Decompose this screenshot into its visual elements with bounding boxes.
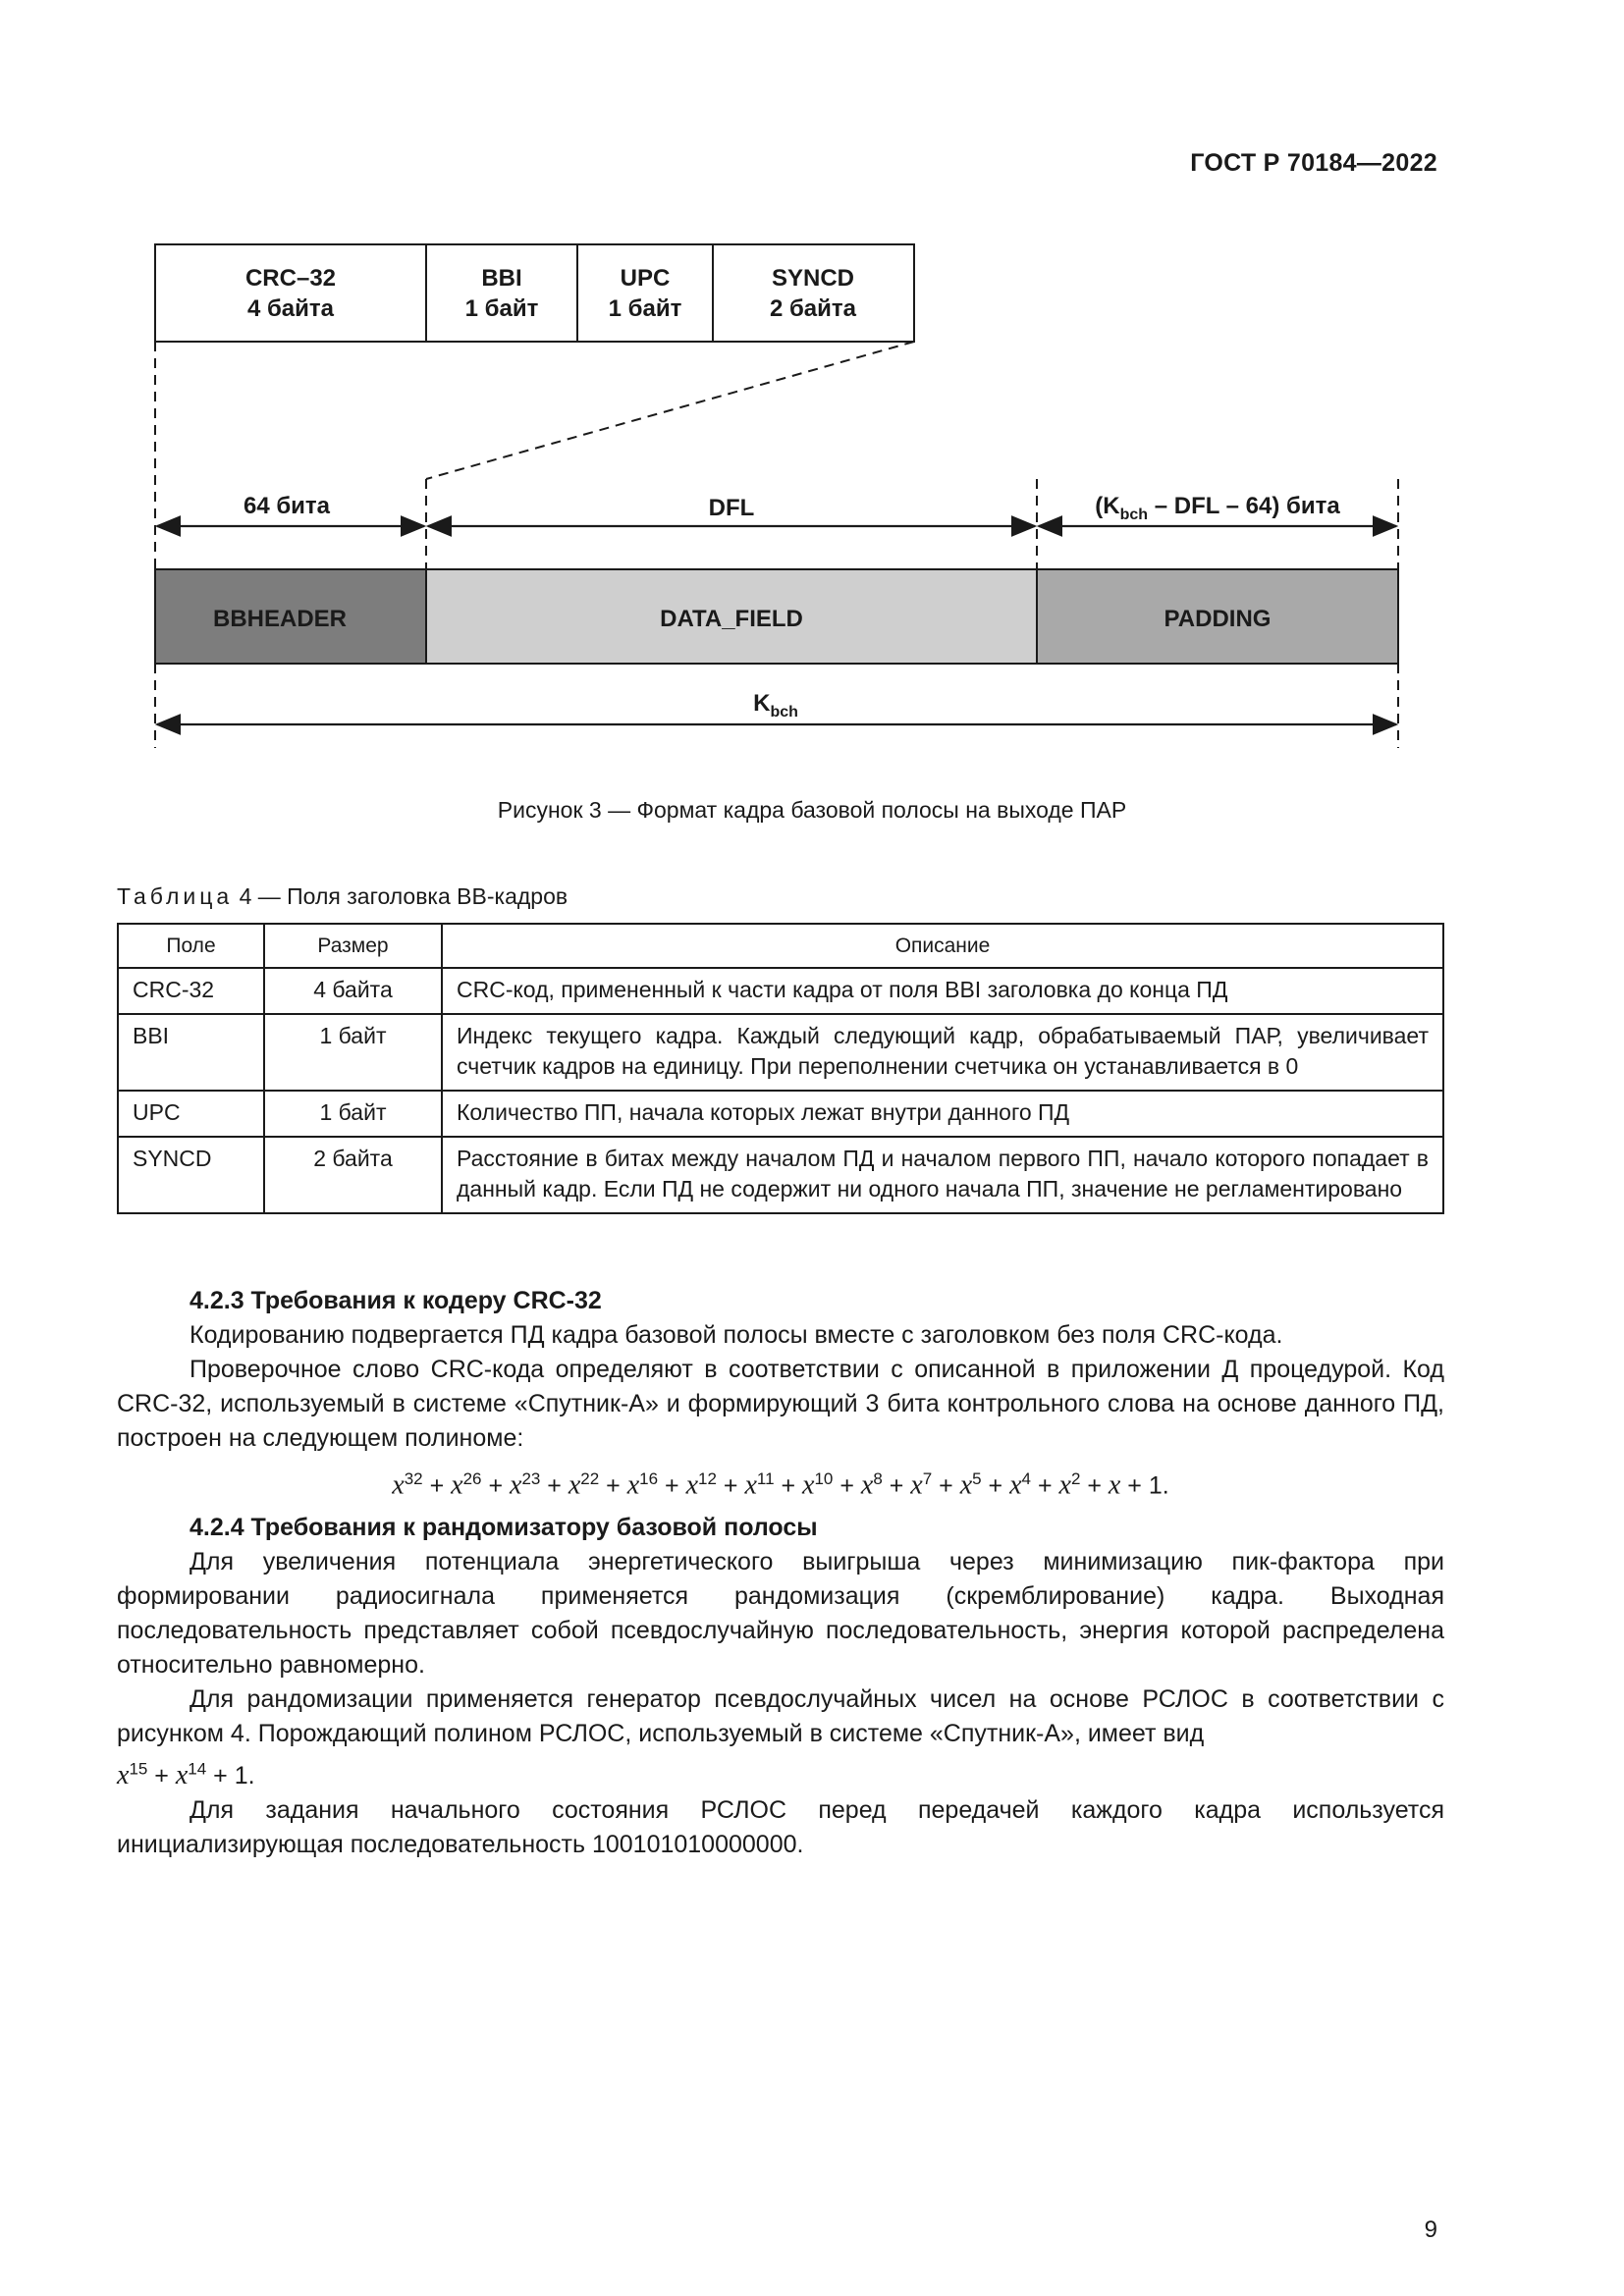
- header-fields-boxes: [155, 244, 914, 342]
- paragraph: Проверочное слово CRC-кода определяют в соответствии с описанной в приложении Д процедурой. Код CRC-32, используемый в системе «Спутник-А» и формирующий 3 бита контрольного слова на основе данного ПД, построен на следующем полиноме:: [117, 1356, 1444, 1452]
- table-header-row: [118, 924, 1443, 968]
- paragraph: Для рандомизации применяется генератор псевдослучайных чисел на основе РСЛОС в соответствии с рисунком 4. Порождающий полином РСЛОС, используемый в системе «Спутник-А», имеет вид $x^{15} + x^{14} + 1$.: [117, 1685, 1444, 1790]
- figure-caption: Рисунок 3 — Формат кадра базовой полосы на выходе ПАР: [497, 797, 1127, 823]
- description-cell: Индекс текущего кадра. Каждый следующий кадр, обрабатываемый ПАР, увеличивает счетчик кадров на единицу. При переполнении счетчика он устанавливается в 0: [442, 1014, 1443, 1091]
- table-row: [118, 1014, 1443, 1091]
- table-row: [118, 1091, 1443, 1137]
- description-cell: CRC-код, примененный к части кадра от поля BBI заголовка до конца ПД: [442, 968, 1443, 1014]
- size-cell: 4 байта: [264, 968, 442, 1014]
- field-cell: BBI: [118, 1014, 264, 1091]
- section-heading-4-2-4: 4.2.4 Требования к рандомизатору базовой полосы: [189, 1514, 818, 1542]
- field-cell: UPC: [118, 1091, 264, 1137]
- size-cell: 2 байта: [264, 1137, 442, 1213]
- crc32-polynomial: $x^{32} + x^{26} + x^{23} + x^{22} + x^{16} + x^{12} + x^{11} + x^{10} + x^8 + x^7 + x^5 + x^4 + x^2 + x + 1$.: [392, 1469, 1169, 1501]
- crc32-box: [155, 244, 426, 342]
- size-cell: 1 байт: [264, 1014, 442, 1091]
- column-header-field: Поле: [118, 924, 264, 968]
- document-standard-number: ГОСТ Р 70184—2022: [1190, 149, 1437, 177]
- header-length-label: 64 бита: [243, 493, 331, 519]
- upc-size: 1 байт: [608, 295, 682, 322]
- total-length-label: $K_{bch}$: [753, 690, 798, 721]
- padding-length-label: ($K_{bch}$ – DFL – 64) бита: [1095, 493, 1340, 523]
- paragraph: Для задания начального состояния РСЛОС перед передачей каждого кадра используется инициализирующая последовательность 100101010000000.: [117, 1795, 1444, 1858]
- field-cell: CRC-32: [118, 968, 264, 1014]
- syncd-size: 2 байта: [769, 295, 857, 322]
- bbi-size: 1 байт: [464, 295, 539, 322]
- crc32-name: CRC–32: [244, 265, 337, 292]
- field-cell: SYNCD: [118, 1137, 264, 1213]
- table-label: Таблица: [117, 883, 234, 909]
- page-number: 9: [1424, 2216, 1437, 2243]
- syncd-name: SYNCD: [771, 265, 855, 292]
- baseband-frame-diagram: [0, 0, 1624, 785]
- bbi-box: [426, 244, 577, 342]
- data-field-label: DATA_FIELD: [660, 606, 803, 632]
- syncd-box: [713, 244, 914, 342]
- column-header-size: Размер: [264, 924, 442, 968]
- table-row: [118, 968, 1443, 1014]
- bb-header-fields-table: [117, 923, 1444, 1214]
- upc-name: UPC: [620, 265, 671, 292]
- size-cell: 1 байт: [264, 1091, 442, 1137]
- description-cell: Количество ПП, начала которых лежат внутри данного ПД: [442, 1091, 1443, 1137]
- table-title: [117, 883, 568, 910]
- description-cell: Расстояние в битах между началом ПД и началом первого ПП, начало которого попадает в данный кадр. Если ПД не содержит ни одного начала ПП, значение не регламентировано: [442, 1137, 1443, 1213]
- bbheader-label: BBHEADER: [212, 606, 348, 632]
- upc-box: [577, 244, 713, 342]
- crc32-size: 4 байта: [246, 295, 335, 322]
- projection-lines: [155, 342, 1398, 748]
- table-title-text: 4 — Поля заголовка ВВ-кадров: [233, 883, 568, 909]
- column-header-description: Описание: [442, 924, 1443, 968]
- section-heading-4-2-3: 4.2.3 Требования к кодеру CRC-32: [189, 1287, 602, 1314]
- body-text: [117, 1284, 1444, 1862]
- padding-label: PADDING: [1164, 606, 1272, 632]
- paragraph: Кодированию подвергается ПД кадра базовой полосы вместе с заголовком без поля CRC-кода.: [189, 1321, 1283, 1349]
- table-row: [118, 1137, 1443, 1213]
- paragraph: Для увеличения потенциала энергетического выигрыша через минимизацию пик-фактора при формировании радиосигнала применяется рандомизация (скремблирование) кадра. Выходная последовательность представляет собой псевдослучайную последовательность, энергия которой распределена относительно равномерно.: [117, 1548, 1444, 1680]
- data-length-label: DFL: [708, 495, 755, 521]
- bbi-name: BBI: [481, 265, 522, 292]
